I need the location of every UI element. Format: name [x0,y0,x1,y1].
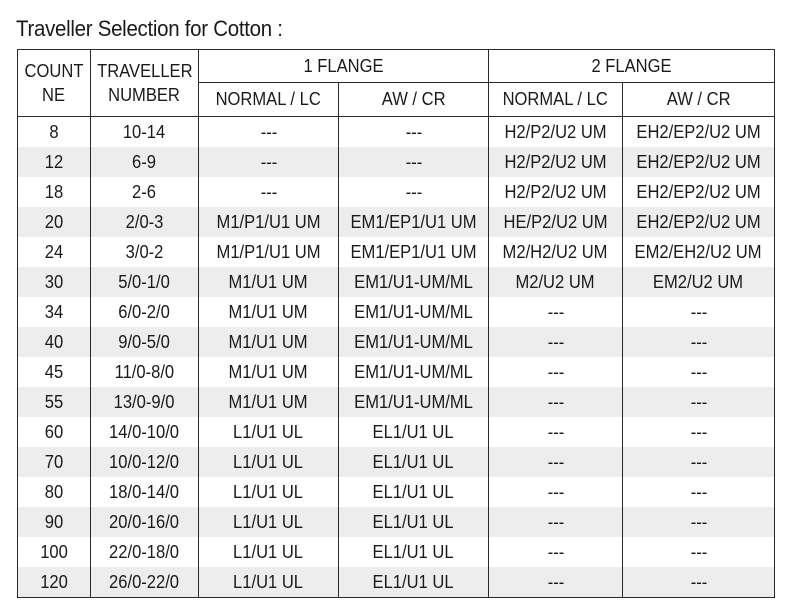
header-aw-cr-label: AW / CR [666,89,731,109]
cell-flange2-aw-cr [623,327,775,357]
cell-text: H2/P2/U2 UM [504,121,607,142]
cell-flange1-aw-cr [339,357,489,387]
cell-flange1-normal-lc [199,477,339,507]
cell-text: --- [690,301,707,322]
header-traveller-number [91,50,199,117]
cell-text: 2/0-3 [125,211,164,232]
cell-count-ne [18,207,91,237]
cell-text: EL1/U1 UL [372,511,455,532]
cell-text: --- [260,181,277,202]
cell-flange1-aw-cr [339,507,489,537]
cell-text: 40 [44,331,64,352]
cell-text: --- [547,421,564,442]
cell-text: 11/0-8/0 [114,361,175,382]
cell-text: M1/U1 UM [228,271,309,292]
cell-text: EL1/U1 UL [372,421,455,442]
cell-flange2-normal-lc [489,117,623,148]
cell-text: H2/P2/U2 UM [504,151,607,172]
cell-text: --- [405,121,422,142]
cell-text: M1/U1 UM [228,331,309,352]
cell-count-ne [18,387,91,417]
cell-text: --- [690,481,707,502]
cell-flange1-aw-cr [339,207,489,237]
cell-traveller-number [91,267,199,297]
cell-flange1-aw-cr [339,297,489,327]
cell-text: 13/0-9/0 [114,391,175,412]
cell-flange2-aw-cr [623,417,775,447]
cell-flange1-normal-lc [199,147,339,177]
cell-flange1-normal-lc [199,177,339,207]
cell-flange1-aw-cr [339,387,489,417]
cell-flange2-normal-lc [489,387,623,417]
header-1-flange-normal-lc [199,83,339,117]
cell-text: --- [260,121,277,142]
header-traveller-line1: TRAVELLER [96,61,193,81]
cell-text: 55 [44,391,64,412]
cell-flange1-aw-cr [339,447,489,477]
cell-text: --- [547,451,564,472]
cell-flange1-normal-lc [199,417,339,447]
cell-flange2-normal-lc [489,237,623,267]
cell-text: 8 [49,121,59,142]
cell-text: 2-6 [132,181,157,202]
cell-text: 18/0-14/0 [109,481,180,502]
cell-text: L1/U1 UL [233,571,304,592]
cell-text: EL1/U1 UL [372,481,455,502]
cell-count-ne [18,507,91,537]
cell-flange1-aw-cr [339,417,489,447]
cell-text: 10/0-12/0 [109,451,180,472]
cell-text: 30 [44,271,64,292]
table-row [18,477,775,507]
cell-text: EM1/U1-UM/ML [354,301,473,322]
cell-text: EL1/U1 UL [372,571,455,592]
header-1-flange-aw-cr [339,83,489,117]
cell-flange1-aw-cr [339,477,489,507]
cell-traveller-number [91,417,199,447]
cell-text: EL1/U1 UL [372,451,455,472]
cell-flange2-normal-lc [489,417,623,447]
cell-count-ne [18,567,91,598]
cell-traveller-number [91,477,199,507]
cell-traveller-number [91,297,199,327]
cell-text: --- [547,301,564,322]
cell-flange1-normal-lc [199,387,339,417]
cell-traveller-number [91,537,199,567]
cell-text: --- [547,331,564,352]
table-row [18,357,775,387]
cell-flange2-normal-lc [489,507,623,537]
cell-flange1-aw-cr [339,537,489,567]
cell-count-ne [18,267,91,297]
cell-flange2-normal-lc [489,447,623,477]
cell-flange2-normal-lc [489,177,623,207]
header-2-flange-aw-cr [623,83,775,117]
cell-flange2-aw-cr [623,357,775,387]
cell-flange2-aw-cr [623,297,775,327]
header-count-line2: NE [42,85,66,105]
cell-text: --- [690,361,707,382]
cell-count-ne [18,237,91,267]
cell-text: 24 [44,241,64,262]
cell-flange2-aw-cr [623,147,775,177]
cell-text: EM1/EP1/U1 UM [350,241,477,262]
cell-text: 20 [44,211,64,232]
cell-flange2-normal-lc [489,297,623,327]
table-row [18,537,775,567]
cell-flange1-normal-lc [199,327,339,357]
table-row [18,237,775,267]
cell-text: 6-9 [132,151,157,172]
cell-flange2-aw-cr [623,447,775,477]
cell-text: L1/U1 UL [233,511,304,532]
cell-flange1-aw-cr [339,567,489,598]
cell-text: --- [547,511,564,532]
cell-count-ne [18,147,91,177]
cell-text: L1/U1 UL [233,421,304,442]
table-row [18,207,775,237]
cell-text: --- [690,391,707,412]
cell-text: 3/0-2 [125,241,164,262]
cell-count-ne [18,537,91,567]
table-row [18,267,775,297]
cell-count-ne [18,297,91,327]
cell-text: 34 [44,301,64,322]
cell-count-ne [18,447,91,477]
cell-flange2-aw-cr [623,207,775,237]
cell-text: EM2/EH2/U2 UM [634,241,762,262]
cell-text: EL1/U1 UL [372,541,455,562]
table-row [18,327,775,357]
cell-flange1-aw-cr [339,267,489,297]
cell-text: 5/0-1/0 [118,271,171,292]
cell-flange1-aw-cr [339,147,489,177]
cell-text: --- [690,571,707,592]
cell-text: EH2/EP2/U2 UM [636,211,761,232]
cell-text: EM1/U1-UM/ML [354,271,473,292]
cell-text: 60 [44,421,64,442]
table-row [18,447,775,477]
table-row [18,507,775,537]
cell-text: M1/P1/U1 UM [216,241,321,262]
cell-flange2-normal-lc [489,267,623,297]
cell-traveller-number [91,387,199,417]
cell-flange1-normal-lc [199,267,339,297]
table-body [18,117,775,598]
traveller-table [17,49,775,598]
cell-flange2-aw-cr [623,507,775,537]
cell-text: 26/0-22/0 [109,571,180,592]
table-row [18,297,775,327]
cell-text: EM1/EP1/U1 UM [350,211,477,232]
cell-flange2-normal-lc [489,477,623,507]
cell-flange1-aw-cr [339,117,489,148]
cell-flange2-normal-lc [489,147,623,177]
cell-text: EM1/U1-UM/ML [354,391,473,412]
cell-text: 14/0-10/0 [109,421,180,442]
cell-text: 70 [44,451,64,472]
cell-traveller-number [91,507,199,537]
cell-traveller-number [91,357,199,387]
cell-flange2-normal-lc [489,207,623,237]
cell-text: 22/0-18/0 [109,541,180,562]
cell-traveller-number [91,237,199,267]
cell-text: --- [690,451,707,472]
table-header [18,50,775,117]
cell-text: --- [690,421,707,442]
table-row [18,117,775,148]
cell-text: EH2/EP2/U2 UM [636,181,761,202]
cell-flange1-normal-lc [199,447,339,477]
cell-flange2-aw-cr [623,177,775,207]
cell-traveller-number [91,567,199,598]
header-2-flange-normal-lc [489,83,623,117]
cell-flange1-normal-lc [199,117,339,148]
cell-text: 80 [44,481,64,502]
header-normal-lc-label: NORMAL / LC [215,89,322,109]
cell-traveller-number [91,147,199,177]
cell-traveller-number [91,207,199,237]
header-traveller-line2: NUMBER [108,85,181,105]
header-count-line1: COUNT [24,61,84,81]
cell-count-ne [18,357,91,387]
cell-text: 100 [40,541,68,562]
cell-flange1-aw-cr [339,177,489,207]
cell-text: 45 [44,361,64,382]
cell-flange2-aw-cr [623,567,775,598]
cell-flange2-aw-cr [623,267,775,297]
cell-text: --- [260,151,277,172]
cell-flange1-aw-cr [339,327,489,357]
cell-text: --- [547,361,564,382]
table-row [18,567,775,598]
cell-count-ne [18,117,91,148]
cell-flange1-normal-lc [199,567,339,598]
cell-flange1-normal-lc [199,537,339,567]
cell-text: --- [405,181,422,202]
cell-text: 18 [44,181,64,202]
cell-flange1-normal-lc [199,297,339,327]
cell-text: 90 [44,511,64,532]
cell-flange1-aw-cr [339,237,489,267]
cell-text: H2/P2/U2 UM [504,181,607,202]
cell-flange2-normal-lc [489,537,623,567]
cell-flange2-aw-cr [623,237,775,267]
cell-count-ne [18,327,91,357]
cell-flange1-normal-lc [199,207,339,237]
cell-text: --- [690,511,707,532]
header-1-flange-label: 1 FLANGE [303,55,384,76]
cell-text: EM1/U1-UM/ML [354,331,473,352]
header-aw-cr-label: AW / CR [381,89,446,109]
cell-text: --- [547,481,564,502]
cell-text: HE/P2/U2 UM [503,211,608,232]
cell-text: 12 [44,151,64,172]
header-2-flange [489,50,775,83]
header-count-ne [18,50,91,117]
cell-flange2-aw-cr [623,387,775,417]
table-row [18,387,775,417]
cell-text: L1/U1 UL [233,541,304,562]
cell-text: --- [690,541,707,562]
cell-flange2-normal-lc [489,567,623,598]
cell-text: --- [547,391,564,412]
cell-text: M1/P1/U1 UM [216,211,321,232]
cell-text: 10-14 [123,121,166,142]
table-row [18,147,775,177]
header-2-flange-label: 2 FLANGE [591,55,672,76]
cell-traveller-number [91,117,199,148]
cell-text: EH2/EP2/U2 UM [636,121,761,142]
cell-text: 120 [40,571,68,592]
cell-flange2-aw-cr [623,477,775,507]
cell-text: --- [405,151,422,172]
cell-flange2-normal-lc [489,327,623,357]
cell-flange2-normal-lc [489,357,623,387]
cell-text: EM1/U1-UM/ML [354,361,473,382]
cell-text: 20/0-16/0 [109,511,180,532]
page-title: Traveller Selection for Cotton : [16,16,283,41]
cell-text: M1/U1 UM [228,391,309,412]
cell-traveller-number [91,327,199,357]
cell-flange2-aw-cr [623,117,775,148]
cell-text: 6/0-2/0 [118,301,171,322]
cell-text: M1/U1 UM [228,301,309,322]
cell-text: EH2/EP2/U2 UM [636,151,761,172]
table-row [18,417,775,447]
cell-count-ne [18,417,91,447]
header-normal-lc-label: NORMAL / LC [502,89,609,109]
cell-text: EM2/U2 UM [653,271,744,292]
cell-text: 9/0-5/0 [118,331,171,352]
cell-text: L1/U1 UL [233,481,304,502]
cell-flange2-aw-cr [623,537,775,567]
cell-text: M2/H2/U2 UM [503,241,608,262]
cell-traveller-number [91,177,199,207]
cell-count-ne [18,177,91,207]
cell-text: L1/U1 UL [233,451,304,472]
cell-text: M2/U2 UM [515,271,596,292]
cell-traveller-number [91,447,199,477]
cell-count-ne [18,477,91,507]
cell-text: --- [547,571,564,592]
cell-text: M1/U1 UM [228,361,309,382]
cell-flange1-normal-lc [199,507,339,537]
cell-text: --- [547,541,564,562]
cell-text: --- [690,331,707,352]
table-row [18,177,775,207]
cell-flange1-normal-lc [199,237,339,267]
header-1-flange [199,50,489,83]
cell-flange1-normal-lc [199,357,339,387]
